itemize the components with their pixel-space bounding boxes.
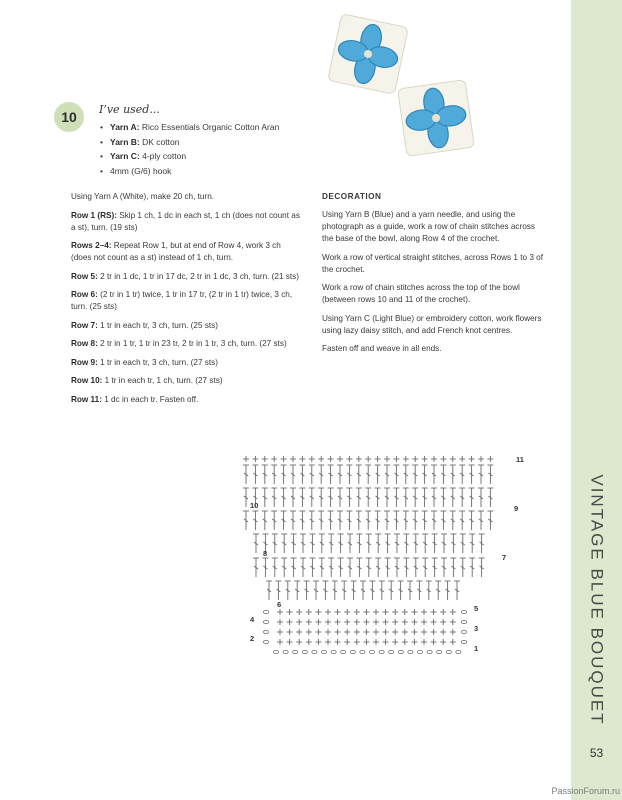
- instruction-row: Rows 2–4: Repeat Row 1, but at end of Row 4, work 3 ch (does not count as a st) instead of 1 ch, turn.: [71, 241, 281, 262]
- chart-label-inner: 6: [277, 600, 282, 609]
- instructions-column: [71, 191, 303, 412]
- chart-label-inner: 8: [263, 549, 268, 558]
- decoration-heading: DECORATION: [322, 192, 382, 201]
- instruction-row: Row 6: (2 tr in 1 tr) twice, 1 tr in 17 tr, (2 tr in 1 tr) twice, 3 ch, turn. (25 sts): [71, 290, 293, 311]
- materials-item: • 4mm (G/6) hook: [100, 164, 279, 179]
- instruction-row: Row 11: 1 dc in each tr. Fasten off.: [71, 394, 199, 404]
- materials-item: • Yarn C: 4-ply cotton: [100, 149, 279, 164]
- decoration-column: [322, 191, 544, 362]
- used-title: I’ve used...: [99, 103, 160, 116]
- instruction-row: Row 7: 1 tr in each tr, 3 ch, turn. (25 sts): [71, 320, 218, 330]
- chart-label-left: 2: [250, 634, 255, 643]
- chart-label-right: 3: [474, 624, 479, 633]
- chart-label-left: 4: [250, 615, 255, 624]
- decoration-paragraph: Work a row of chain stitches across the top of the bowl (between rows 10 and 11 of the crochet).: [322, 283, 520, 304]
- watermark: PassionForum.ru: [551, 786, 620, 796]
- chart-label-right: 11: [516, 455, 524, 464]
- crochet-chart: [214, 448, 534, 663]
- chart-stitches: [243, 456, 493, 654]
- instruction-row: Row 8: 2 tr in 1 tr, 1 tr in 23 tr, 2 tr in 1 tr, 3 ch, turn. (27 sts): [71, 339, 287, 348]
- chart-label-right: 5: [474, 604, 479, 613]
- instruction-row: Row 1 (RS): Skip 1 ch, 1 dc in each st, 1 ch (does not count as a st), turn. (19 sts): [71, 210, 300, 232]
- decoration-paragraph: Fasten off and weave in all ends.: [322, 344, 442, 353]
- page-number: 53: [589, 746, 604, 760]
- chart-label-right: 9: [514, 504, 519, 513]
- decoration-paragraph: Using Yarn C (Light Blue) or embroidery cotton, work flowers using lazy daisy stitch, and add French knot centres.: [322, 313, 542, 335]
- decoration-paragraph: Work a row of vertical straight stitches, across Rows 1 to 3 of the crochet.: [322, 252, 543, 274]
- decoration-paragraph: Using Yarn B (Blue) and a yarn needle, and using the photograph as a guide, work a row of chain stitches across the base of the bowl, along Row 4 of the crochet.: [322, 210, 535, 243]
- materials-list: [100, 120, 279, 178]
- materials-item: • Yarn B: DK cotton: [100, 135, 279, 150]
- instructions-intro: Using Yarn A (White), make 20 ch, turn.: [71, 192, 215, 201]
- flower-squares-photo: [318, 6, 498, 166]
- pattern-number-badge: 10: [54, 102, 84, 132]
- chart-label-right: 1: [474, 644, 479, 653]
- materials-item: • Yarn A: Rico Essentials Organic Cotton Aran: [100, 120, 279, 135]
- chart-label-inner: 10: [250, 501, 259, 510]
- instruction-row: Row 5: 2 tr in 1 dc, 1 tr in 17 dc, 2 tr in 1 dc, 3 ch, turn. (21 sts): [71, 271, 299, 281]
- instruction-row: Row 9: 1 tr in each tr, 3 ch, turn. (27 sts): [71, 357, 218, 367]
- side-title: VINTAGE BLUE BOUQUET: [587, 474, 607, 726]
- instruction-row: Row 10: 1 tr in each tr, 1 ch, turn. (27 sts): [71, 376, 223, 385]
- chart-label-right: 7: [502, 553, 507, 562]
